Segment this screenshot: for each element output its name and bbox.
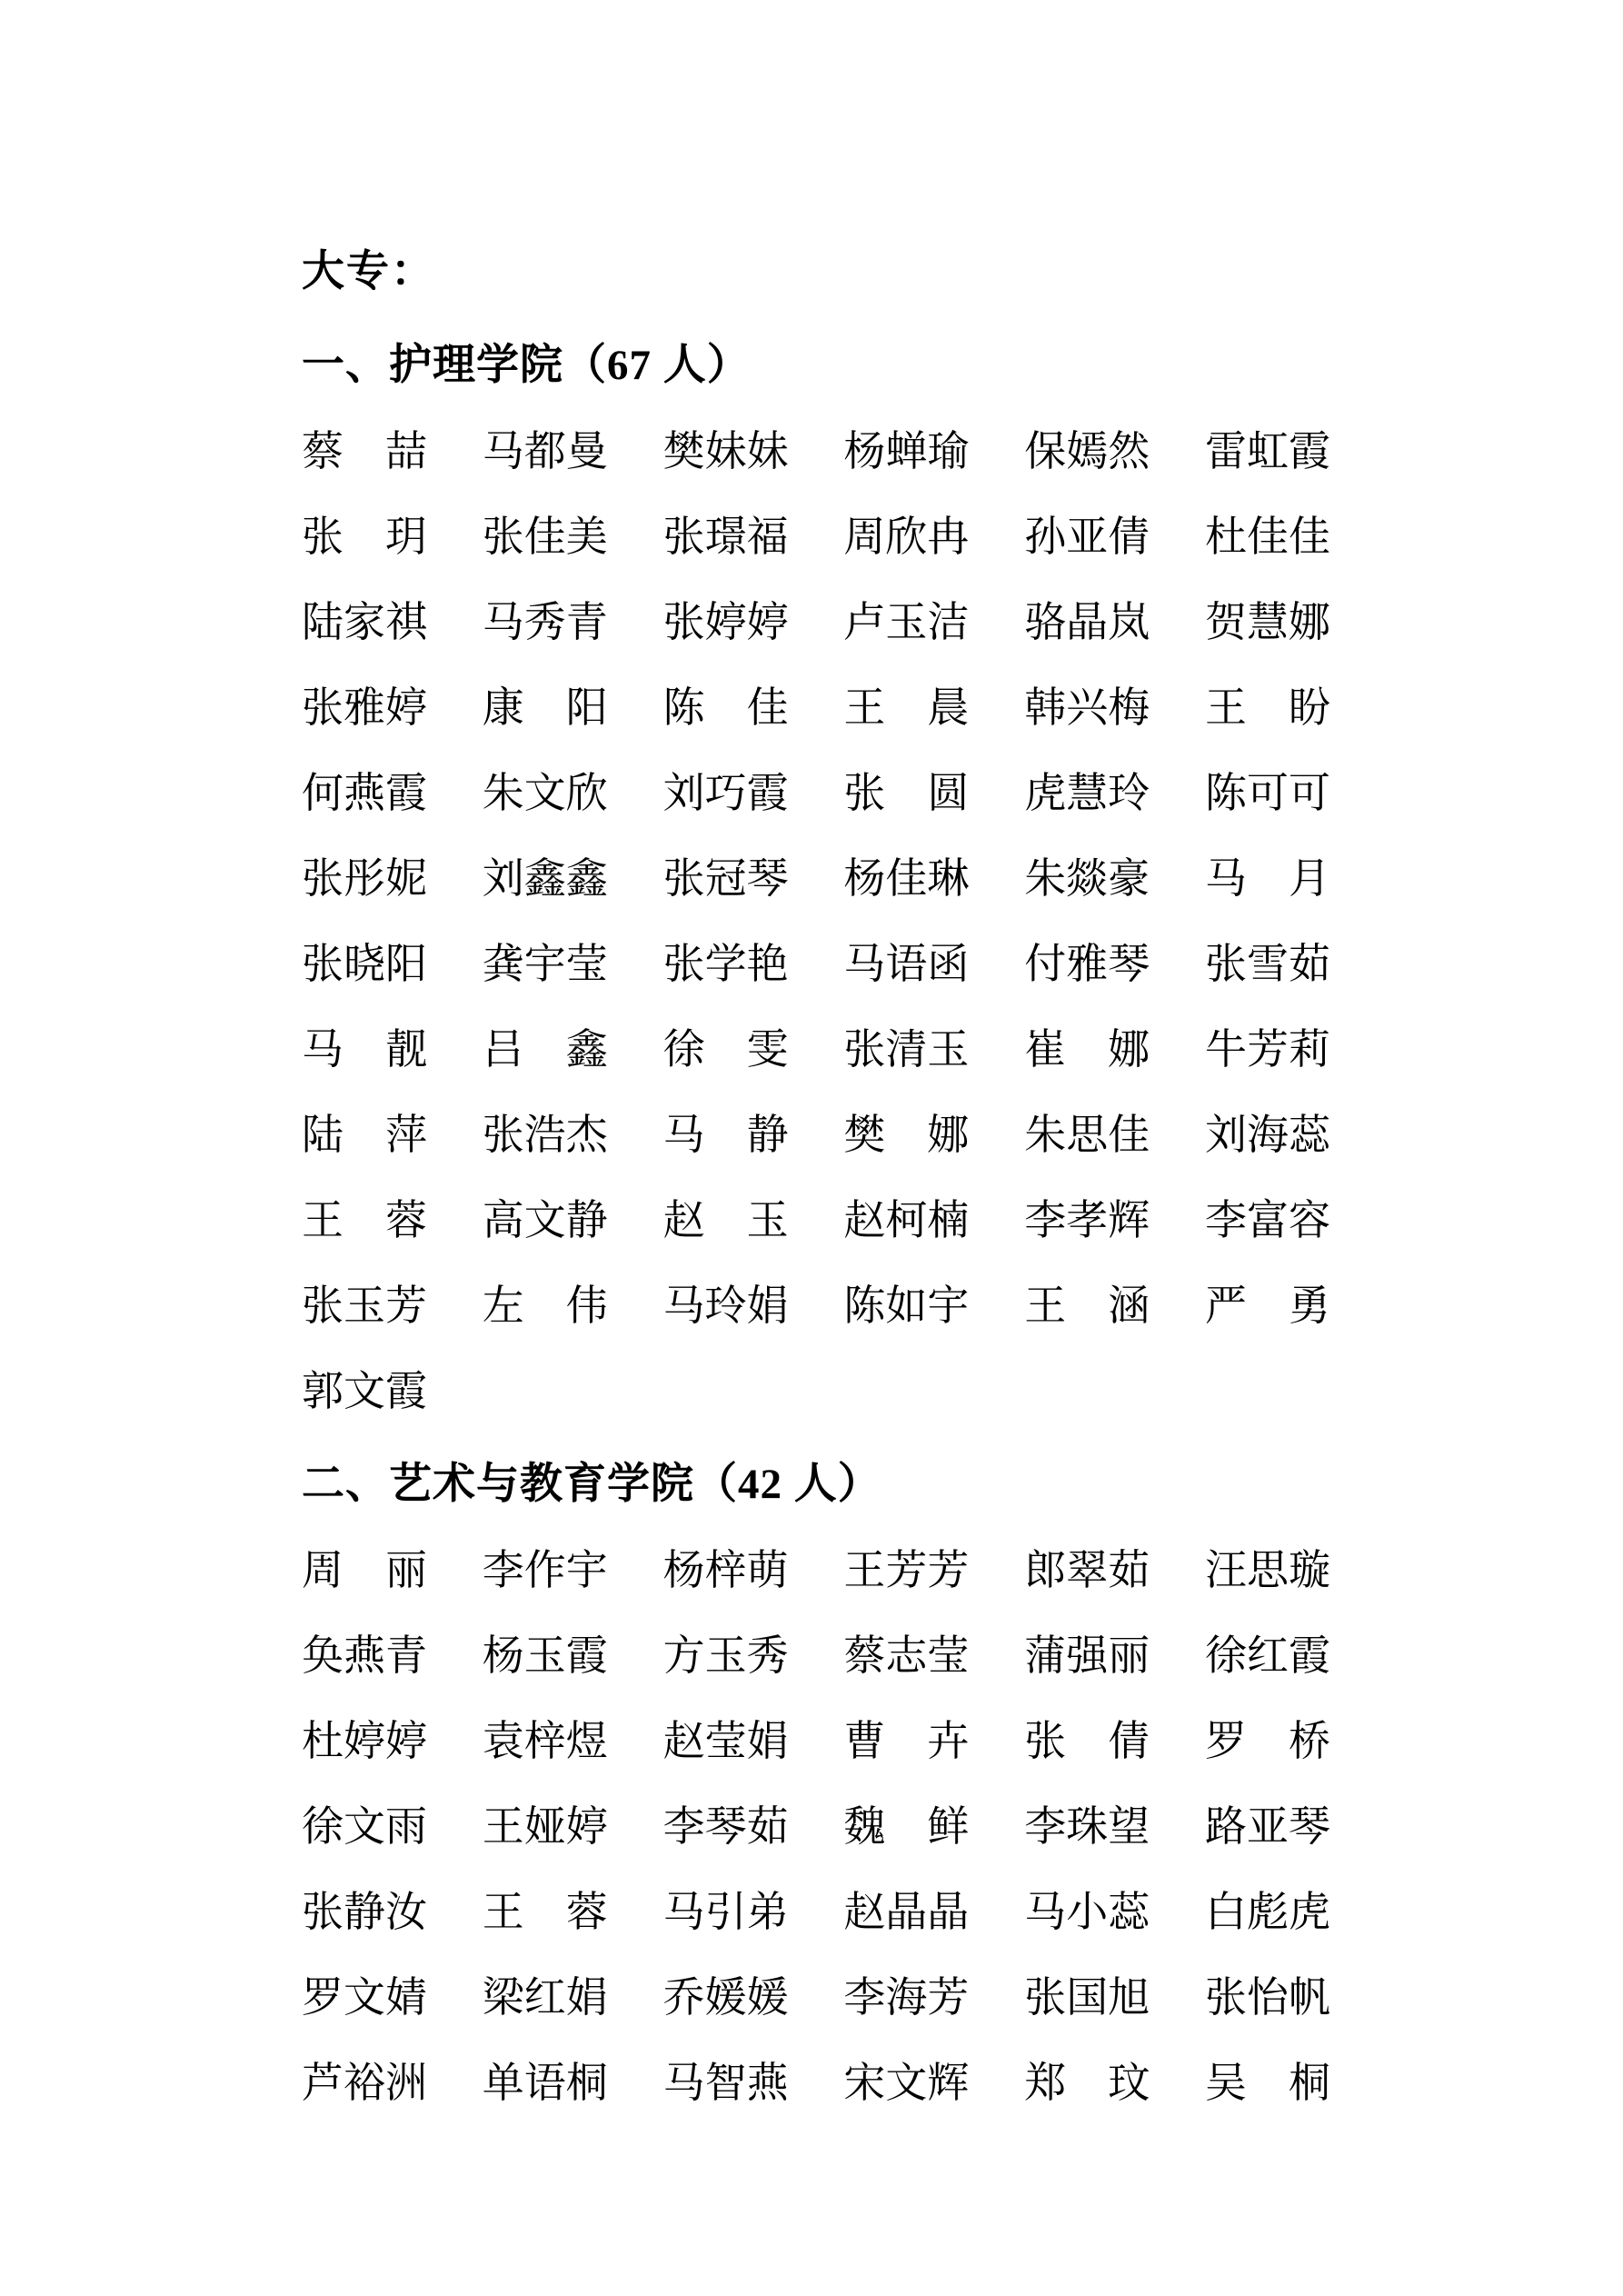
name-row bbox=[302, 1093, 1332, 1178]
student-name: 周 丽 bbox=[302, 1547, 427, 1593]
student-name: 刘鑫鑫 bbox=[482, 855, 608, 902]
student-name: 张婷婷 bbox=[662, 599, 789, 645]
student-name: 杨玉霞 bbox=[482, 1632, 608, 1679]
student-name: 奂燕青 bbox=[302, 1632, 427, 1679]
student-name: 杨蝉瑜 bbox=[843, 428, 970, 474]
student-name: 张 玥 bbox=[302, 514, 427, 560]
student-name: 保嫣然 bbox=[1024, 428, 1150, 474]
name-row bbox=[302, 922, 1332, 1007]
student-name: 朱思佳 bbox=[1024, 1112, 1150, 1158]
student-name: 李珠望 bbox=[1024, 1803, 1150, 1850]
name-row bbox=[302, 665, 1332, 751]
student-name: 张 倩 bbox=[1024, 1718, 1150, 1764]
name-row bbox=[302, 1178, 1332, 1263]
student-name: 马小蕊 bbox=[1024, 1889, 1150, 1935]
student-name: 袁梓煜 bbox=[482, 1718, 608, 1764]
student-name: 汪思璇 bbox=[1204, 1547, 1330, 1593]
student-name: 刘巧霞 bbox=[662, 770, 789, 816]
student-name: 何燕霞 bbox=[302, 770, 427, 816]
name-row bbox=[302, 1784, 1332, 1870]
student-name: 马 静 bbox=[662, 1112, 789, 1158]
student-name: 雷虹霞 bbox=[1204, 428, 1330, 474]
student-name: 陈 佳 bbox=[662, 684, 789, 731]
student-name: 方玉秀 bbox=[662, 1632, 789, 1679]
student-name: 张怡帆 bbox=[1204, 1974, 1330, 2021]
student-name: 赵莹娟 bbox=[662, 1718, 789, 1764]
name-row bbox=[302, 580, 1332, 665]
student-name: 高文静 bbox=[482, 1197, 608, 1243]
student-name: 罗文婧 bbox=[302, 1974, 427, 2021]
student-name: 赵柯楠 bbox=[843, 1197, 970, 1243]
student-name: 陆 萍 bbox=[302, 1112, 427, 1158]
student-name: 路亚琴 bbox=[1204, 1803, 1330, 1850]
student-name: 康 阳 bbox=[482, 684, 608, 731]
student-name: 张冠琴 bbox=[662, 855, 789, 902]
student-name: 马智燕 bbox=[662, 2060, 789, 2106]
name-row bbox=[302, 1263, 1332, 1349]
student-name: 王 蓉 bbox=[302, 1197, 427, 1243]
student-name: 吴 桐 bbox=[1204, 2060, 1330, 2106]
student-name: 王 涵 bbox=[1024, 1283, 1150, 1329]
student-name: 徐红霞 bbox=[1204, 1632, 1330, 1679]
student-name: 王 盼 bbox=[1204, 684, 1330, 731]
student-name: 刘海蕊 bbox=[1204, 1112, 1330, 1158]
student-name: 张璟福 bbox=[662, 514, 789, 560]
student-name: 牛芳莉 bbox=[1204, 1026, 1330, 1073]
student-name: 贺慧娜 bbox=[1204, 599, 1330, 645]
student-name: 王娅婷 bbox=[482, 1803, 608, 1850]
student-name: 张学艳 bbox=[662, 941, 789, 987]
name-row bbox=[302, 1007, 1332, 1093]
student-name: 韩兴梅 bbox=[1024, 684, 1150, 731]
student-name: 龚宇莹 bbox=[482, 941, 608, 987]
student-name: 马语函 bbox=[843, 941, 970, 987]
student-name: 樊妹妹 bbox=[662, 428, 789, 474]
student-name: 赵 玉 bbox=[662, 1197, 789, 1243]
student-name: 单语桐 bbox=[482, 2060, 608, 2106]
student-name: 李海芳 bbox=[843, 1974, 970, 2021]
student-name: 张静汝 bbox=[302, 1889, 427, 1935]
sections bbox=[302, 323, 1332, 2126]
student-name: 李琴茹 bbox=[662, 1803, 789, 1850]
student-name: 左 伟 bbox=[482, 1283, 608, 1329]
student-name: 马玲娟 bbox=[662, 1283, 789, 1329]
student-name: 王 蓉 bbox=[482, 1889, 608, 1935]
student-name: 郎翠茹 bbox=[1024, 1547, 1150, 1593]
name-row bbox=[302, 1870, 1332, 1955]
student-name: 杨佳琳 bbox=[843, 855, 970, 902]
name-row bbox=[302, 1955, 1332, 2041]
student-name: 朱燚豪 bbox=[1024, 855, 1150, 902]
student-name: 马都曼 bbox=[482, 428, 608, 474]
student-name: 李孝辉 bbox=[1024, 1197, 1150, 1243]
student-name: 杜婷婷 bbox=[302, 1718, 427, 1764]
degree-level-heading: 大专： bbox=[302, 248, 435, 295]
student-name: 张晓阳 bbox=[302, 941, 427, 987]
student-name: 曹 卉 bbox=[843, 1718, 970, 1764]
student-name: 蔡 喆 bbox=[302, 428, 427, 474]
student-name: 徐 雯 bbox=[662, 1026, 789, 1073]
section-title: 一、护理学院（67 人） bbox=[302, 342, 751, 389]
name-row bbox=[302, 1613, 1332, 1699]
section-title: 二、艺术与教育学院（42 人） bbox=[302, 1461, 881, 1508]
student-name: 梁红娟 bbox=[482, 1974, 608, 2021]
student-name: 魏 鲜 bbox=[843, 1803, 970, 1850]
student-name: 张雪茹 bbox=[1204, 941, 1330, 987]
student-name: 吕 鑫 bbox=[482, 1026, 608, 1073]
name-row bbox=[302, 1528, 1332, 1613]
student-name: 樊 娜 bbox=[843, 1112, 970, 1158]
name-row bbox=[302, 409, 1332, 494]
student-name: 蔡志莹 bbox=[843, 1632, 970, 1679]
student-name: 罗 桥 bbox=[1204, 1718, 1330, 1764]
student-name: 骆晶岚 bbox=[1024, 599, 1150, 645]
student-name: 马秀青 bbox=[482, 599, 608, 645]
student-name: 杨梓萌 bbox=[662, 1547, 789, 1593]
student-name: 虎慧玲 bbox=[1024, 770, 1150, 816]
student-name: 乔媛媛 bbox=[662, 1974, 789, 2021]
student-name: 郑 玟 bbox=[1024, 2060, 1150, 2106]
student-name: 卢玉洁 bbox=[843, 599, 970, 645]
student-name: 杜佳佳 bbox=[1204, 514, 1330, 560]
student-name: 张浩杰 bbox=[482, 1112, 608, 1158]
name-row bbox=[302, 751, 1332, 836]
student-name: 陈如宇 bbox=[843, 1283, 970, 1329]
student-name: 张玉芳 bbox=[302, 1283, 427, 1329]
student-name: 王芳芳 bbox=[843, 1547, 970, 1593]
student-name: 张 圆 bbox=[843, 770, 970, 816]
student-name: 赵晶晶 bbox=[843, 1889, 970, 1935]
student-name: 陆家祺 bbox=[302, 599, 427, 645]
student-name: 张清玉 bbox=[843, 1026, 970, 1073]
student-name: 崔 娜 bbox=[1024, 1026, 1150, 1073]
student-name: 朱文欣 bbox=[482, 770, 608, 816]
student-name: 张国旭 bbox=[1024, 1974, 1150, 2021]
student-name: 孙亚倩 bbox=[1024, 514, 1150, 560]
student-name: 周欣冉 bbox=[843, 514, 970, 560]
name-row bbox=[302, 2041, 1332, 2126]
student-name: 马 靓 bbox=[302, 1026, 427, 1073]
name-row bbox=[302, 1699, 1332, 1784]
student-name: 张彤妮 bbox=[302, 855, 427, 902]
student-name: 蒲强丽 bbox=[1024, 1632, 1150, 1679]
student-name: 马 月 bbox=[1204, 855, 1330, 902]
student-name: 王 晨 bbox=[843, 684, 970, 731]
student-name: 马引弟 bbox=[662, 1889, 789, 1935]
student-name: 宋文辉 bbox=[843, 2060, 970, 2106]
student-name: 付雅琴 bbox=[1024, 941, 1150, 987]
student-name: 张雅婷 bbox=[302, 684, 427, 731]
student-name: 徐文雨 bbox=[302, 1803, 427, 1850]
student-name: 李作宇 bbox=[482, 1547, 608, 1593]
student-name: 白彪虎 bbox=[1204, 1889, 1330, 1935]
student-name: 张佳美 bbox=[482, 514, 608, 560]
student-name: 陈可可 bbox=[1204, 770, 1330, 816]
name-row bbox=[302, 494, 1332, 580]
student-name: 严 勇 bbox=[1204, 1283, 1330, 1329]
student-name: 芦裕洲 bbox=[302, 2060, 427, 2106]
name-row bbox=[302, 1349, 1332, 1434]
name-row bbox=[302, 836, 1332, 922]
student-name: 郭文霞 bbox=[302, 1368, 427, 1414]
student-name: 李富容 bbox=[1204, 1197, 1330, 1243]
